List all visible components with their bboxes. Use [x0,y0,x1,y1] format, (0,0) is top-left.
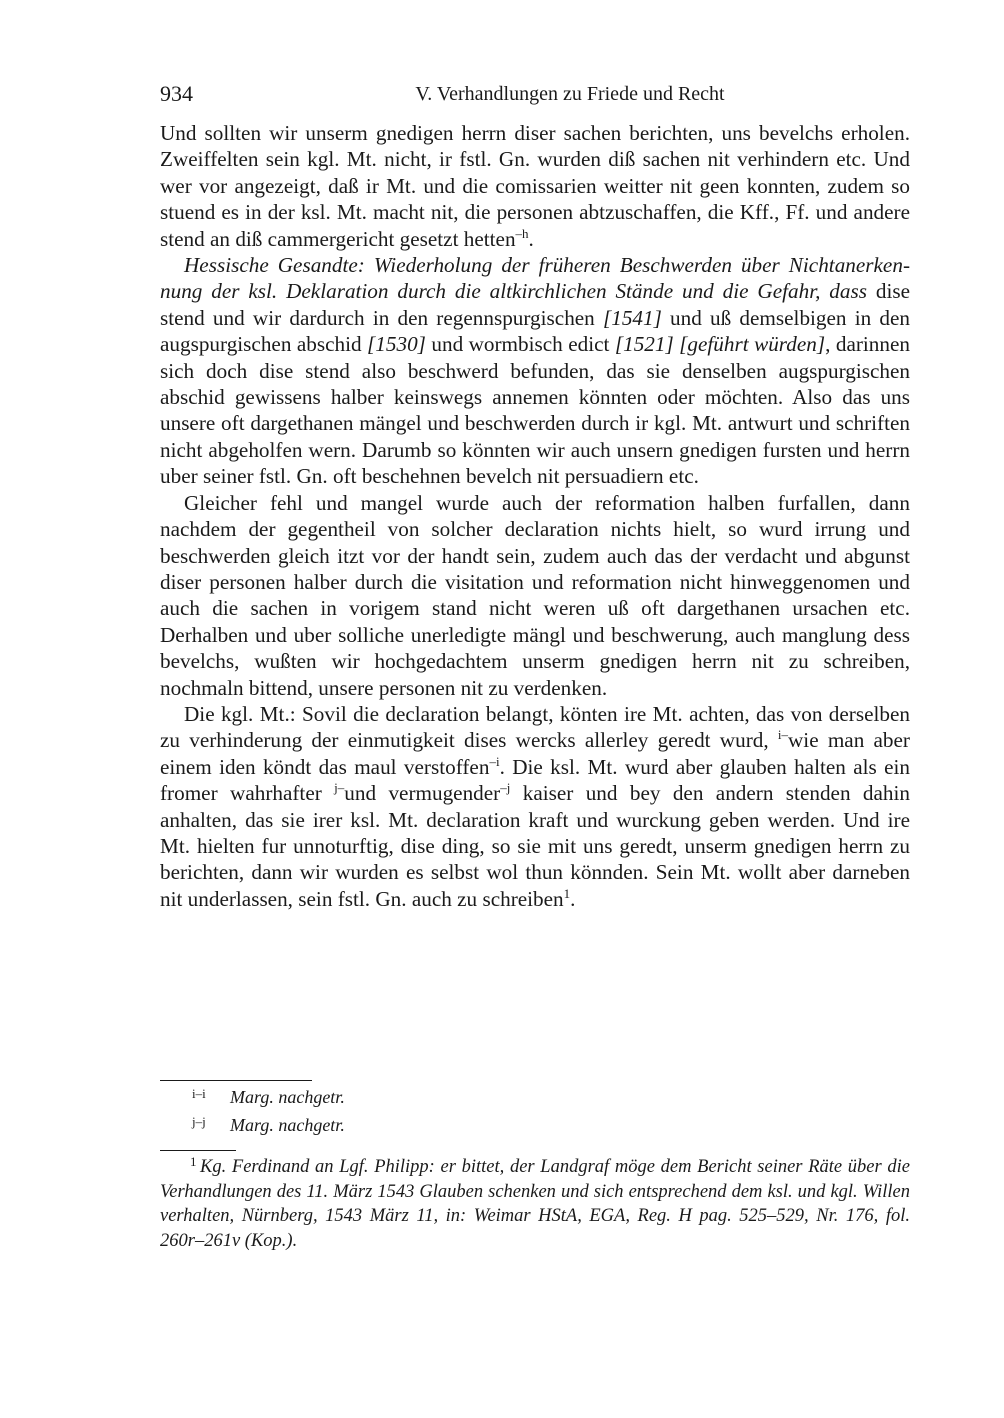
paragraph-4 [160,701,910,912]
paragraph-2-text-d: , darinnen sich doch dise stend also beschwerd befunden, das sie denselben augspurgischen abschid gewissens halber keinswegs annemen könnten oder möchten. Also das uns unsere oft dargethanen mängel und beschwerden durch ir kgl. Mt. antwurt und schriften nicht abgeholfen wern. Darumb so könnten wir auch unsern gnedigen fursten und herrn uber seiner fstl. Gn. oft beschehnen bevelch nit persuadiern etc. [160,332,910,489]
main-text [160,120,910,912]
paragraph-2-text-c: und wormbisch edict [425,332,615,357]
paragraph-4-text-c: . Die ksl. Mt. wurd aber glauben halten als ein fromer wahrhafter [160,754,911,806]
paragraph-2-text-a: dise stend und wir dardurch in den regennspurgischen [160,279,910,330]
footnotes [160,1150,910,1253]
apparatus-label: i–i [192,1086,206,1101]
variant-mark-h-end: –h [515,225,529,241]
paragraph-4-end: . [570,886,576,911]
paragraph-2 [160,252,910,490]
editorial-insertion-1521: [1521] [geführt würden] [614,332,826,357]
footnote-rule [160,1150,236,1151]
footnote-text: Kg. Ferdinand an Lgf. Philipp: er bittet, der Landgraf möge dem Bericht seiner Räte über die Verhandlungen des 11. März 1543 Glauben schenken und sich entsprechend dem ksl. und kgl. Willen verhalten, Nürnberg, 1543 März 11, in: Weimar HStA, EGA, Reg. H pag. 525–529, Nr. 176, fol. 260r–261v (Kop.). [160,1157,910,1251]
page-content [160,80,910,912]
editorial-year-1541: [1541] [602,305,662,330]
variant-mark-j-start: j– [334,780,345,796]
editorial-year-1530: [1530] [367,332,426,357]
paragraph-4-text-e: kaiser und bey den andern stenden dahin anhalten, das sie irer ksl. Mt. declaration kraft und wurckung geben werden. Und ire Mt. hielten fur unnoturftig, dise ding, so sie mit uns geredt, unserm gnedigen herrn zu berichten, dann wir wurden es selbst wol thun könnden. Sein Mt. wollt aber darneben nit underlassen, sein fstl. Gn. auch zu schreiben [160,781,910,911]
footnote-ref-1: 1 [563,885,571,901]
running-title: V. Verhandlungen zu Friede und Recht [415,83,725,105]
paragraph-4-text-d: und vermugender [344,781,501,806]
apparatus-rule [160,1080,312,1081]
variant-mark-i-start: i– [777,727,788,743]
paragraph-4-text-b: wie man aber einem iden köndt das maul verstoffen [160,728,910,779]
editorial-summary: Hessische Gesandte: Wiederholung der früheren Beschwerden über Nichtanerkennung der ksl. Deklaration durch die altkirchlichen Stände und die Gefahr, dass [160,253,910,304]
apparatus-note: Marg. nachgetr. [230,1087,345,1107]
paragraph-3 [160,490,910,701]
footnote-1: 1 Kg. Ferdinand an Lgf. Philipp: er bittet, der Landgraf möge dem Bericht seiner Räte über die Verhandlungen des 11. März 1543 Glauben schenken und sich entsprechend dem ksl. und kgl. Willen verhalten, Nürnberg, 1543 März 11, in: Weimar HStA, EGA, Reg. H pag. 525–529, Nr. 176, fol. 260r–261v (Kop.). [160,1154,910,1251]
page-number: 934 [160,81,193,106]
paragraph-1 [160,120,910,252]
paragraph-4-text-a: Die kgl. Mt.: Sovil die declaration belangt, könten ire Mt. achten, das von derselben zu verhinderung der einmutigkeit dises wercks allerley geredt wurd, [160,701,910,753]
page-header [160,80,910,108]
apparatus-entry [160,1085,910,1109]
paragraph-1-end: . [528,226,534,251]
apparatus-label: j–j [192,1114,206,1129]
paragraph-3-text: Gleicher fehl und mangel wurde auch der reformation halben furfallen, dann nachdem der gegentheil von solcher declaration nichts hielt, so wurd irrung und beschwerden gleich itzt vor der handt sein, zudem auch das der verdacht und abgunst diser personen halber durch die visitation und reformation nicht hinweggenomen und auch die sachen in vorigem stand nicht weren uß oft dargethanen ursachen etc. Derhalben und uber solliche unerledigte mängl und beschwerung, auch manglung dess bevelchs, wußten wir hochgedachtem unserm gnedigen herrn nit zu schreiben, nochmaln bittend, unsere personen nit zu verdenken. [160,490,910,700]
apparatus-entry [160,1113,910,1137]
paragraph-2-text-b: und uß demselbigen in den augspurgischen abschid [160,305,910,357]
variant-mark-i-end: –i [489,753,500,769]
critical-apparatus [160,1080,910,1137]
paragraph-1-text: Und sollten wir unserm gnedigen herrn diser sachen berichten, uns bevelchs erholen. Zweiffelten sein kgl. Mt. nicht, ir fstl. Gn. wurden diß sachen nit verhindern etc. Und wer vor angezeigt, daß ir Mt. und die comissarien weitter nit geen konnten, zudem so stuend es in der ksl. Mt. macht nit, die personen abtzuschaffen, die Kff., Ff. und andere stend an diß cammergericht gesetzt hetten [160,121,910,251]
variant-mark-j-end: –j [500,780,511,796]
apparatus-note: Marg. nachgetr. [230,1115,345,1135]
